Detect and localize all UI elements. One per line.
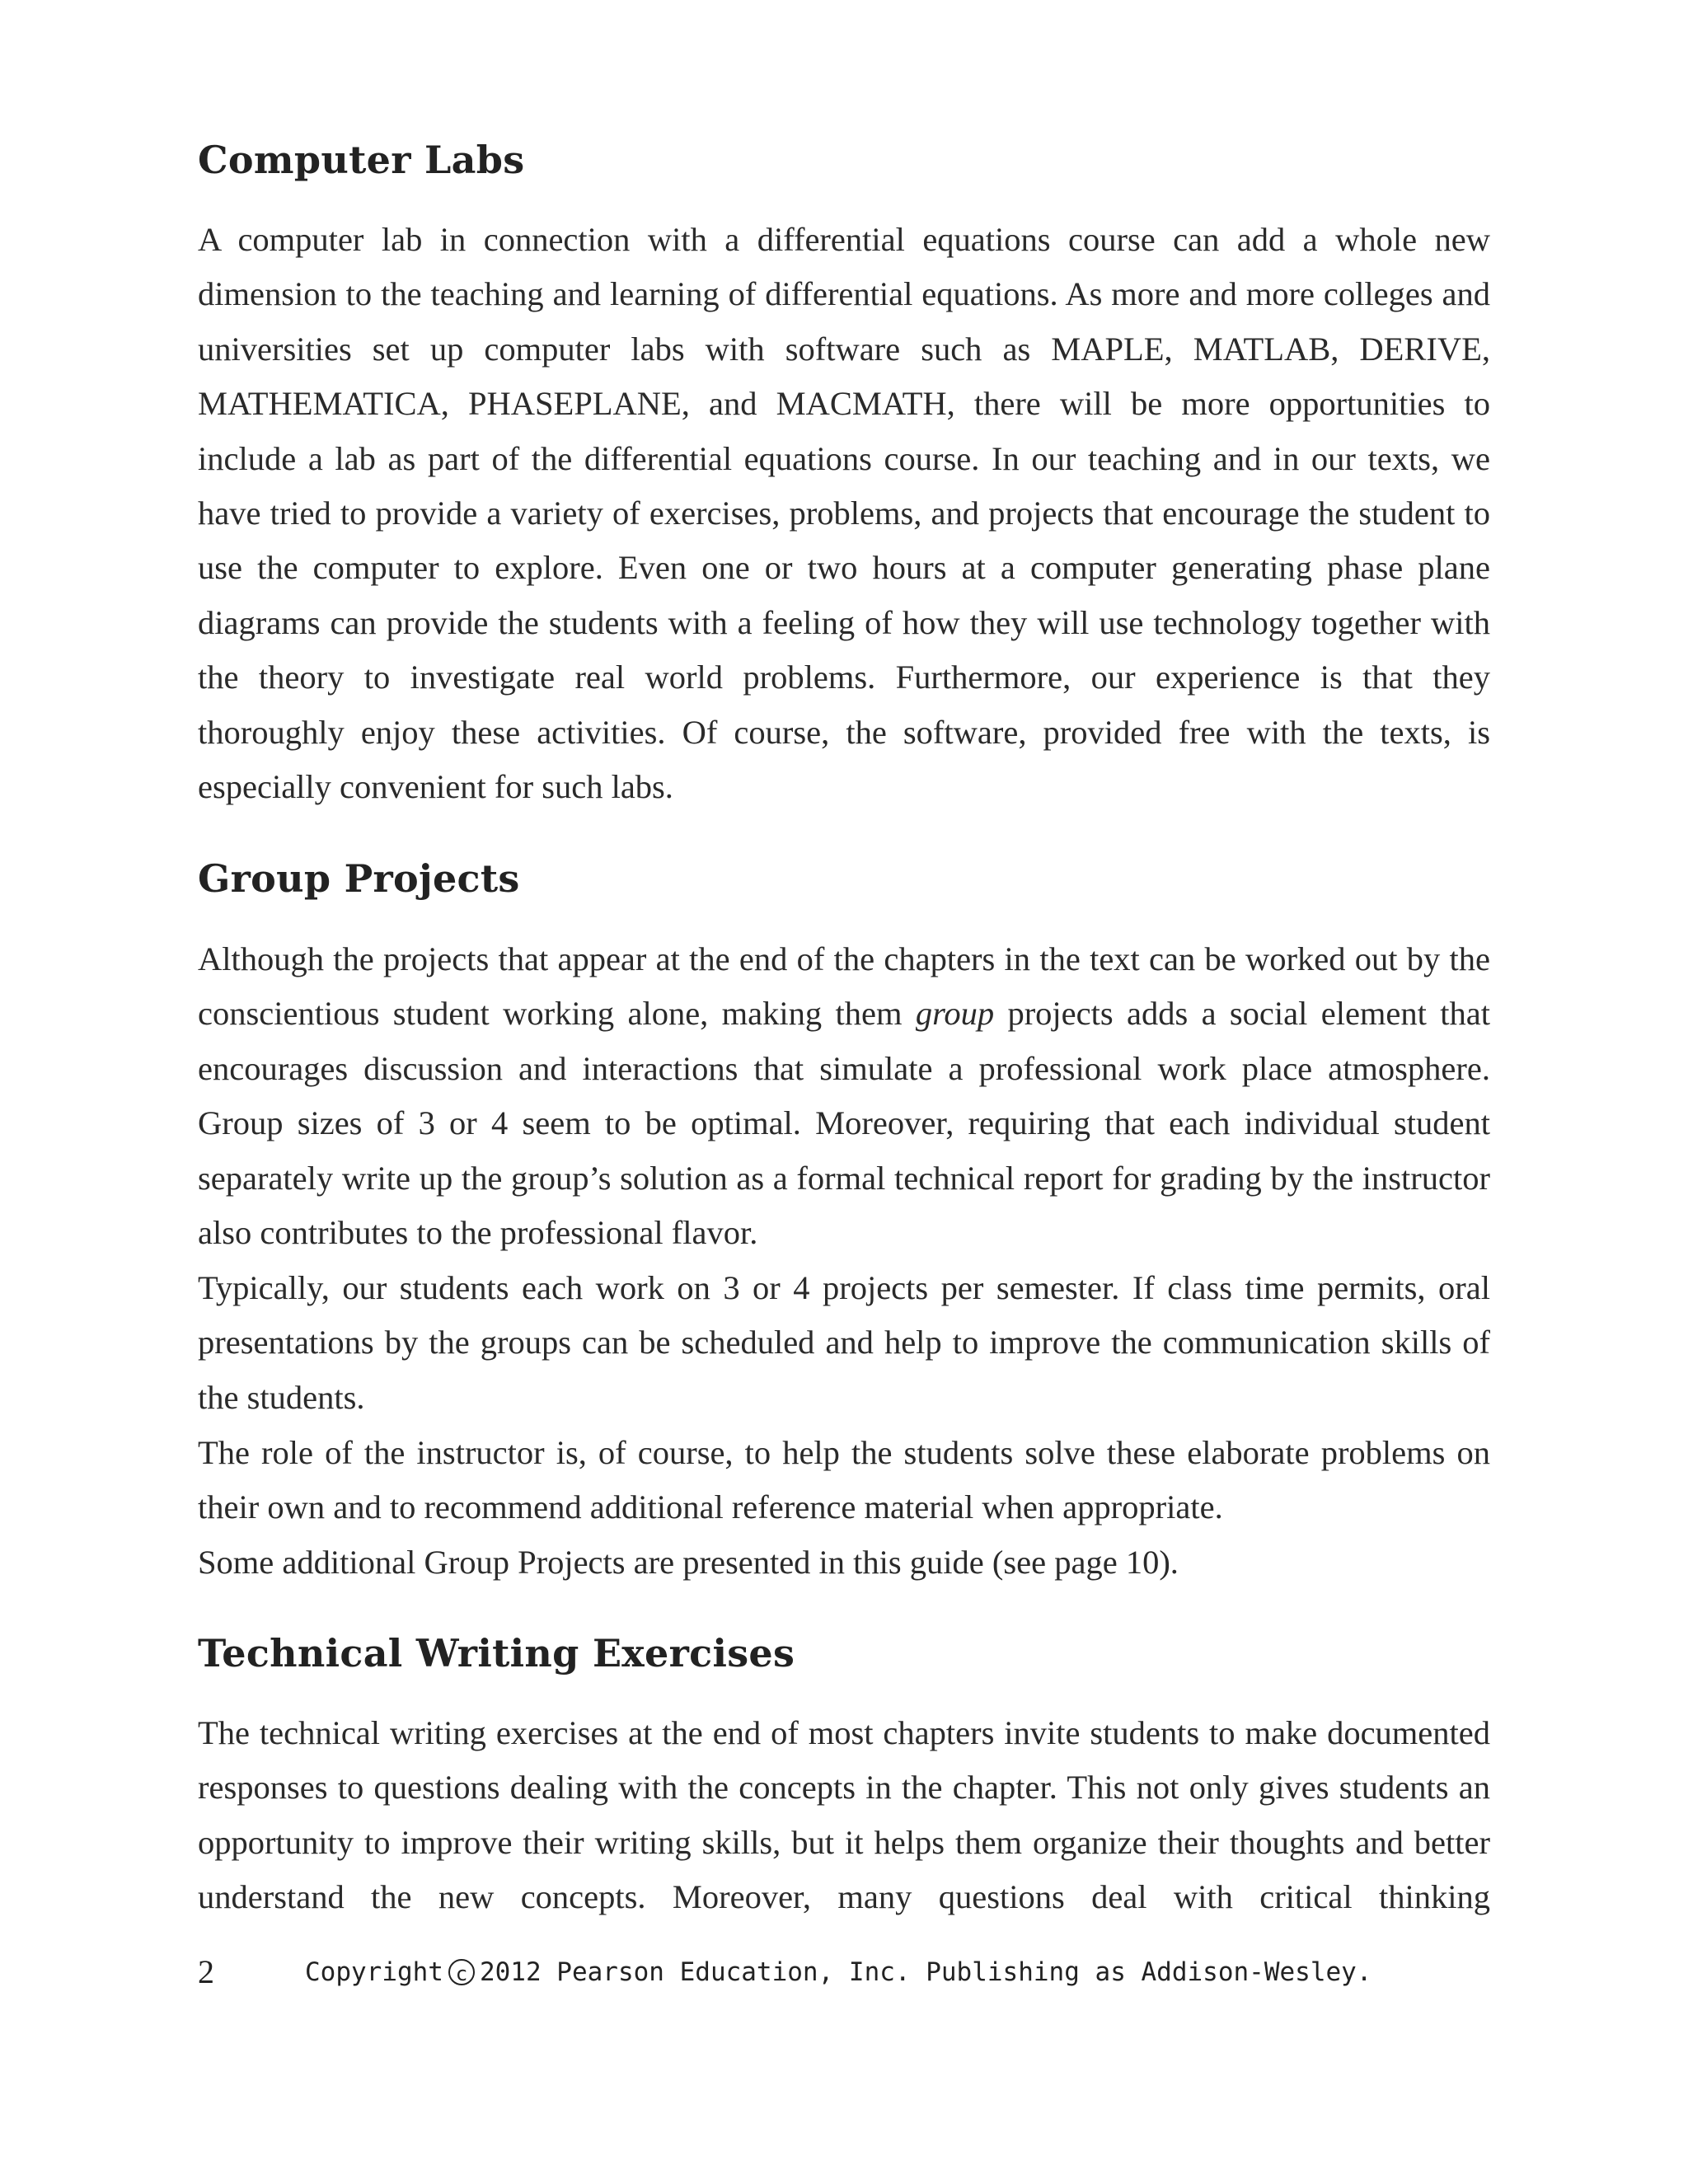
group-italic-word: group (915, 995, 995, 1033)
section-heading-computer-labs: Computer Labs (198, 138, 525, 182)
document-page (198, 0, 1490, 2184)
page-number: 2 (198, 1953, 214, 1990)
group-projects-paragraph-3: The role of the instructor is, of course, to help the students solve these elaborate problems on their own and to recommend additional reference material when appropriate. (198, 1434, 1490, 1526)
copyright-prefix: Copyright (305, 1957, 443, 1987)
group-projects-paragraph-1 (198, 932, 1490, 1260)
section-heading-technical-writing-exercises: Technical Writing Exercises (198, 1631, 795, 1675)
copyright-suffix: 2012 Pearson Education, Inc. Publishing as Addison-Wesley. (479, 1957, 1372, 1987)
group-projects-paragraph-1-text-b: projects adds a social element that encourages discussion and interactions that simulate a professional work place atmosphere. Group sizes of 3 or 4 seem to be optimal. Moreover, requiring that each individual student separately write up the group’s solution as a formal technical report for grading by the instructor also contributes to the professional flavor. (198, 995, 1490, 1252)
computer-labs-paragraph: A computer lab in connection with a differential equations course can add a whole new dimension to the teaching and learning of differential equations. As more and more colleges and universities set up computer labs with software such as MAPLE, MATLAB, DERIVE, MATHEMATICA, PHASEPLANE, and MACMATH, there will be more opportunities to include a lab as part of the differential equations course. In our teaching and in our texts, we have tried to provide a variety of exercises, problems, and projects that encourage the student to use the computer to explore. Even one or two hours at a computer generating phase plane diagrams can provide the students with a feeling of how they will use technology together with the theory to investigate real world problems. Furthermore, our experience is that they thoroughly enjoy these activities. Of course, the software, provided free with the texts, is especially convenient for such labs. (198, 221, 1490, 806)
group-projects-paragraph-1-text-a: Although the projects that appear at the end of the chapters in the text can be worked out by the conscientious student working alone, making them (198, 940, 1490, 1033)
group-projects-paragraph-2: Typically, our students each work on 3 or 4 projects per semester. If class time permits, oral presentations by the groups can be scheduled and help to improve the communication skills of the students. (198, 1269, 1490, 1416)
copyright-symbol-icon: c (448, 1959, 475, 1985)
copyright-notice (305, 1952, 1372, 1993)
technical-writing-paragraph: The technical writing exercises at the end of most chapters invite students to make documented responses to questions dealing with the concepts in the chapter. This not only gives students an opportunity to improve their writing skills, but it helps them organize their thoughts and better understand the new concepts. Moreover, many questions deal with critical thinking (198, 1714, 1490, 1916)
section-heading-group-projects: Group Projects (198, 856, 520, 901)
group-projects-paragraph-4: Some additional Group Projects are presented in this guide (see page 10). (198, 1544, 1179, 1581)
page-footer (198, 1952, 1490, 1993)
